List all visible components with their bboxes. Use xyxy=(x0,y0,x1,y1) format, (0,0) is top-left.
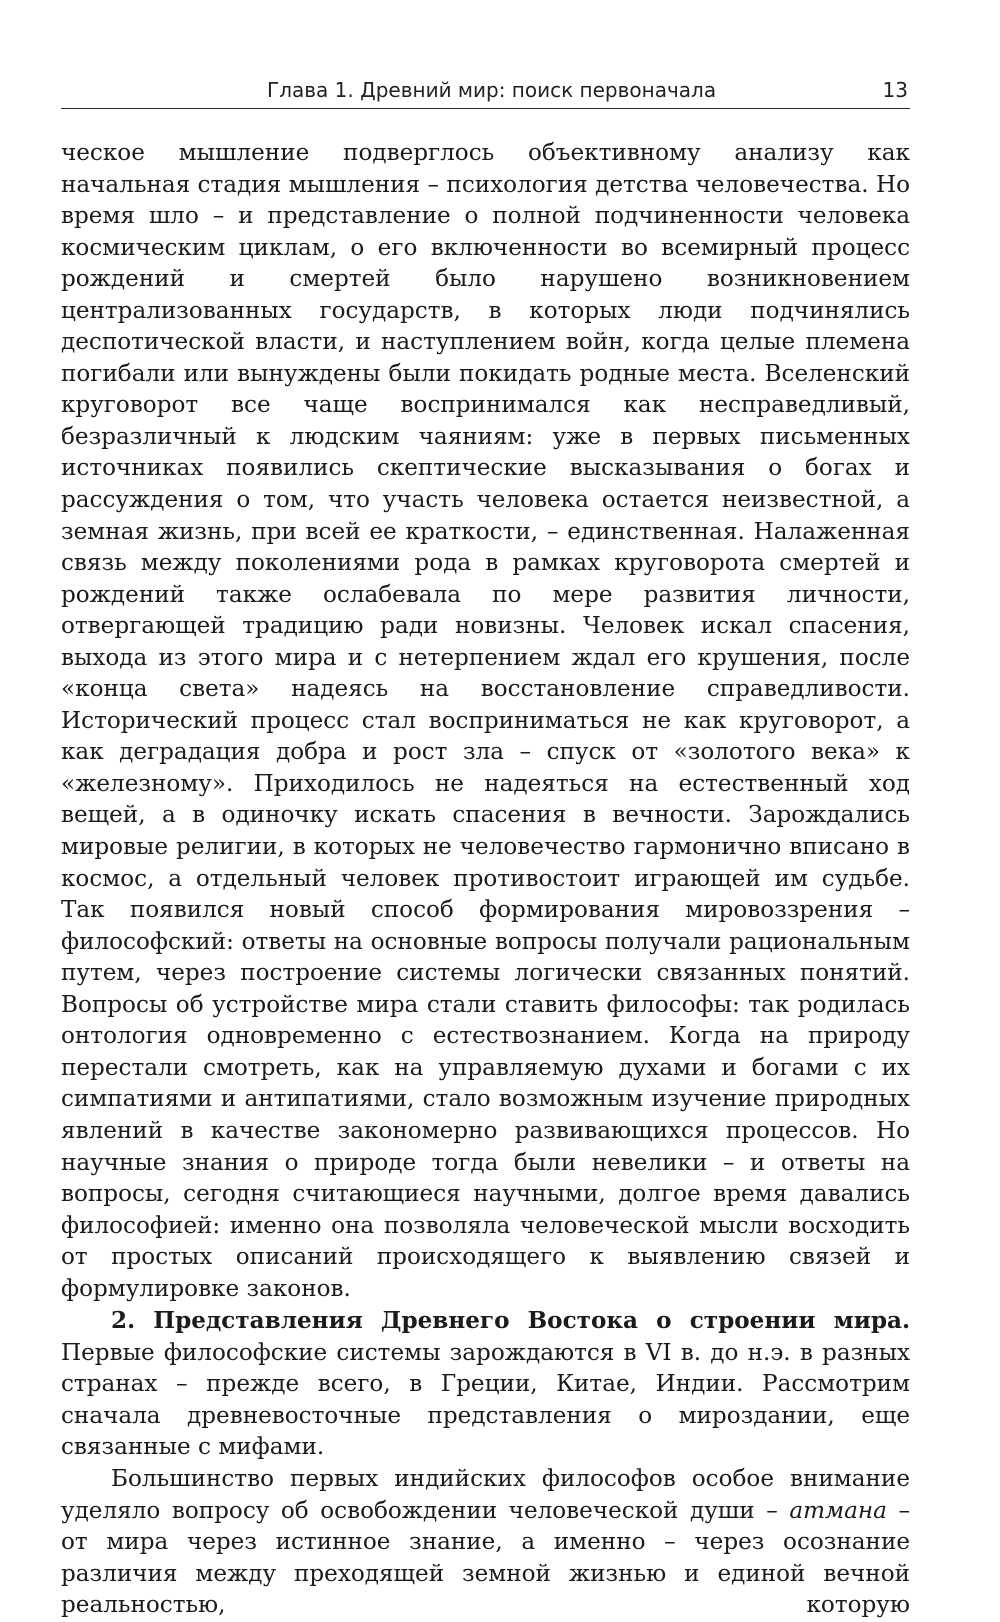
section-heading: 2. Представления Древнего Востока о строении мира. xyxy=(111,1307,910,1335)
paragraph-2-text: Первые философские системы зарождаются в VI в. до н.э. в разных странах – прежде всего, в Греции, Китае, Индии. Рассмотрим сначала древневосточные представления о мироздании, еще связанные с мифами. xyxy=(61,1339,910,1461)
page-number: 13 xyxy=(882,78,908,102)
running-header xyxy=(61,74,910,109)
italic-term: атмана xyxy=(789,1497,887,1524)
paragraph-3-text-a: Большинство первых индийских философов особое внимание уделяло вопросу об освобождении человеческой души – xyxy=(61,1465,910,1524)
body-text xyxy=(61,138,910,1622)
paragraph-3-text-b: – от мира через истинное знание, а именно – через осознание различия между преходящей земной жизнью и единой вечной реальностью, которую xyxy=(61,1497,910,1619)
paragraph-1: ческое мышление подверглось объективному анализу как начальная стадия мышления – психология детства человечества. Но время шло – и представление о полной подчиненности человека космическим циклам, о его включенности во всемирный процесс рождений и смертей было нарушено возникновением централизованных государств, в которых люди подчинялись деспотической власти, и наступлением войн, когда целые племена погибали или вынуждены были покидать родные места. Вселенский круговорот все чаще воспринимался как несправедливый, безразличный к людским чаяниям: уже в первых письменных источниках появились скептические высказывания о богах и рассуждения о том, что участь человека остается неизвестной, а земная жизнь, при всей ее краткости, – единственная. Налаженная связь между поколениями рода в рамках круговорота смертей и рождений также ослабевала по мере развития личности, отвергающей традицию ради новизны. Человек искал спасения, выхода из этого мира и с нетерпением ждал его крушения, после «конца света» надеясь на восстановление справедливости. Исторический процесс стал восприниматься не как круговорот, а как деградация добра и рост зла – спуск от «золотого века» к «железному». Приходилось не надеяться на естественный ход вещей, а в одиночку искать спасения в вечности. Зарождались мировые религии, в которых не человечество гармонично вписано в космос, а отдельный человек противостоит играющей им судьбе. Так появился новый способ формирования мировоззрения – философский: ответы на основные вопросы получали рациональным путем, через построение системы логически связанных понятий. Вопросы об устройстве мира стали ставить философы: так родилась онтология одновременно с естествознанием. Когда на природу перестали смотреть, как на управляемую духами и богами с их симпатиями и антипатиями, стало возможным изучение природных явлений в качестве закономерно развивающихся процессов. Но научные знания о природе тогда были невелики – и ответы на вопросы, сегодня считающиеся научными, долгое время давались философией: именно она позволяла человеческой мысли восходить от простых описаний происходящего к выявлению связей и формулировке законов. xyxy=(61,140,910,1302)
paragraph-3 xyxy=(61,1464,910,1622)
paragraph-2 xyxy=(61,1305,910,1464)
chapter-title: Глава 1. Древний мир: поиск первоначала xyxy=(267,78,717,102)
